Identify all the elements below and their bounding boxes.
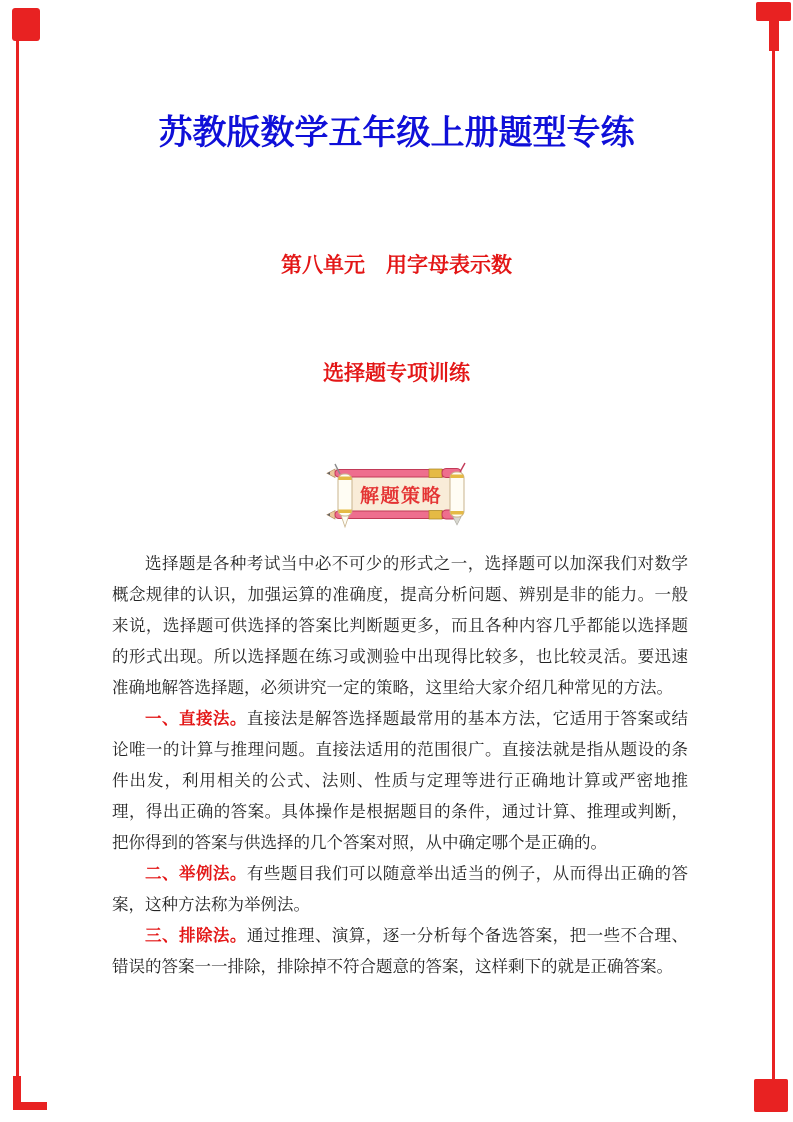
banner-right-roller-tail [453,517,461,525]
paragraph-method-elimination [112,920,688,982]
paragraph-intro [112,548,688,703]
paragraph-method-example [112,858,688,920]
paragraph-body: 通过推理、演算，逐一分析每个备选答案，把一些不合理、错误的答案一一排除，排除掉不符合题意的答案，这样剩下的就是正确答案。 [112,926,689,976]
frame-mark-bottom-left-horizontal [13,1102,47,1110]
unit-heading: 第八单元 用字母表示数 [281,254,512,277]
scroll-banner-icon [326,459,472,529]
banner-right-roller-pin [460,463,465,472]
body-text [112,548,688,982]
banner-left-roller-tail [341,515,349,527]
paragraph-method-direct [112,703,688,858]
frame-line-right [772,51,775,1079]
frame-mark-top-right-stem [769,20,779,51]
paragraph-lead: 一、直接法。 [145,709,247,728]
paragraph-body: 有些题目我们可以随意举出适当的例子，从而得出正确的答案，这种方法称为举例法。 [112,864,689,914]
strategy-banner [326,459,472,529]
paragraph-body: 直接法是解答选择题最常用的基本方法，它适用于答案或结论唯一的计算与推理问题。直接法适用的范围很广。直接法就是指从题设的条件出发，利用相关的公式、法则、性质与定理等进行正确地计算或严密地推理，得出正确的答案。具体操作是根据题目的条件，通过计算、推理或判断，把你得到的答案与供选择的几个答案对照，从中确定哪个是正确的。 [112,709,689,852]
frame-line-left [16,41,19,1076]
banner-left-roller-band-top [339,477,352,481]
paragraph-lead: 二、举例法。 [145,864,247,883]
paragraph-body: 选择题是各种考试当中必不可少的形式之一，选择题可以加深我们对数学概念规律的认识，加强运算的准确度，提高分析问题、辨别是非的能力。一般来说，选择题可供选择的答案比判断题更多，而且各种内容几乎都能以选择题的形式出现。所以选择题在练习或测验中出现得比较多，也比较灵活。要迅速准确地解答选择题，必须讲究一定的策略，这里给大家介绍几种常见的方法。 [112,554,688,697]
document-title: 苏教版数学五年级上册题型专练 [158,114,635,152]
banner-right-roller-band-top [451,475,464,479]
frame-mark-top-right [756,2,791,21]
frame-mark-top-left [12,8,40,41]
banner-right-roller [450,472,464,517]
banner-right-roller-band-bottom [451,511,464,515]
paragraph-lead: 三、排除法。 [145,926,247,945]
section-heading: 选择题专项训练 [323,362,470,385]
frame-mark-bottom-right [754,1079,788,1112]
banner-label: 解题策略 [359,486,443,507]
banner-bottom-rod-gold-band [429,511,442,520]
banner-top-rod-gold-band [429,469,442,478]
banner-left-roller-band-bottom [339,510,352,514]
